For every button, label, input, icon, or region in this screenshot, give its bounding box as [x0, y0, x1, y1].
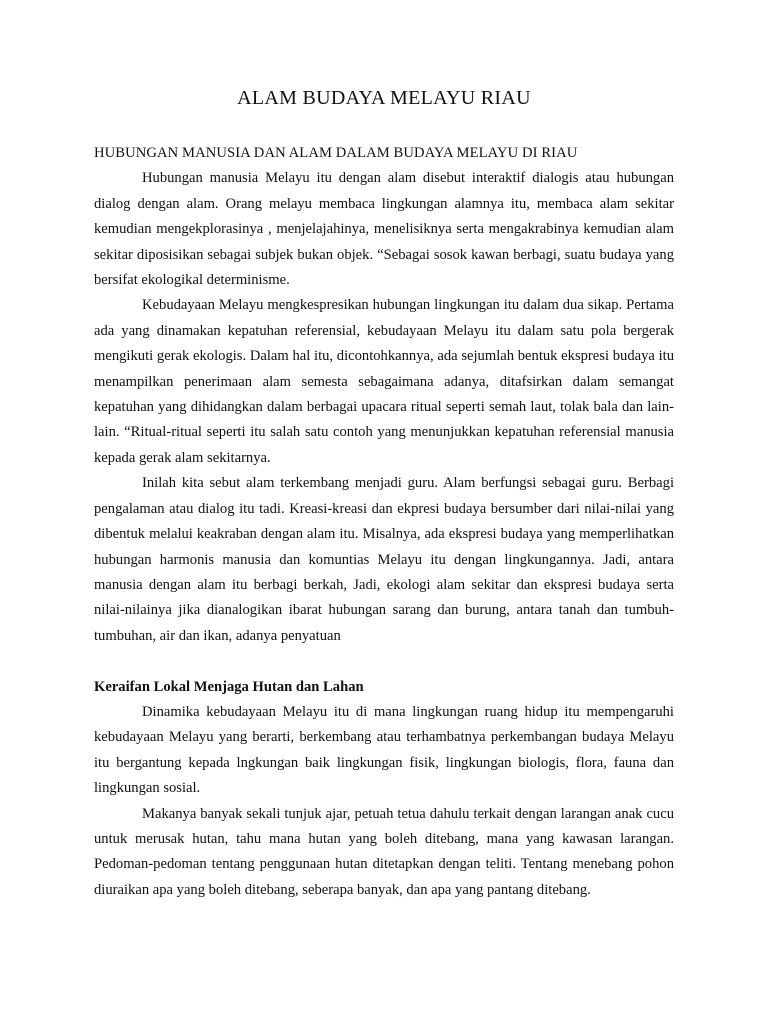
section-heading-kearifan: Keraifan Lokal Menjaga Hutan dan Lahan [94, 678, 364, 695]
document-page [94, 86, 674, 903]
paragraph: Hubungan manusia Melayu itu dengan alam disebut interaktif dialogis atau hubungan dialog dengan alam. Orang melayu membaca lingkungan alamnya itu, membaca alam sekitar kemudian mengekplorasinya , menjelajahinya, menelisiknya serta mengakrabinya kemudian alam sekitar diposisikan sebagai subjek bukan objek. “Sebagai sosok kawan berbagi, suatu budaya yang bersifat ekologikal determinisme. [94, 170, 674, 289]
paragraph: Inilah kita sebut alam terkembang menjadi guru. Alam berfungsi sebagai guru. Berbagi pengalaman atau dialog itu tadi. Kreasi-kreasi dan ekpresi budaya bersumber dari nilai-nilai yang dibentuk melalui keakraban dengan alam itu. Misalnya, ada ekspresi budaya yang memperlihatkan hubungan harmonis manusia dan komuntias Melayu itu dengan lingkungannya. Jadi, antara manusia dengan alam itu berbagi berkah, Jadi, ekologi alam sekitar dan ekspresi budaya serta nilai-nilainya jika dianalogikan ibarat hubungan sarang dan burung, antara tanah dan tumbuh-tumbuhan, air dan ikan, adanya penyatuan [94, 475, 674, 644]
paragraph: Makanya banyak sekali tunjuk ajar, petuah tetua dahulu terkait dengan larangan anak cucu untuk merusak hutan, tahu mana hutan yang boleh ditebang, mana yang kawasan larangan. Pedoman-pedoman tentang penggunaan hutan ditetapkan dengan teliti. Tentang menebang pohon diuraikan apa yang boleh ditebang, seberapa banyak, dan apa yang pantang ditebang. [94, 805, 674, 898]
paragraph: Dinamika kebudayaan Melayu itu di mana lingkungan ruang hidup itu mempengaruhi kebudayaan Melayu yang berarti, berkembang atau terhambatnya perkembangan budaya Melayu itu bergantung kepada lngkungan baik lingkungan fisik, lingkungan biologis, flora, fauna dan lingkungan sosial. [94, 703, 674, 797]
paragraph-spacer [94, 649, 674, 674]
section-heading-hubungan: HUBUNGAN MANUSIA DAN ALAM DALAM BUDAYA MELAYU DI RIAU [94, 145, 578, 161]
document-title: ALAM BUDAYA MELAYU RIAU [237, 87, 531, 109]
paragraph: Kebudayaan Melayu mengkespresikan hubungan lingkungan itu dalam dua sikap. Pertama ada yang dinamakan kepatuhan referensial, kebudayaan Melayu itu dalam satu pola bergerak mengikuti gerak ekologis. Dalam hal itu, dicontohkannya, ada sejumlah bentuk ekspresi budaya itu menampilkan penerimaan alam semesta sebagaimana adanya, ditafsirkan dalam semangat kepatuhan yang dihidangkan dalam berbagai upacara ritual seperti semah laut, tolak bala dan lain-lain. “Ritual-ritual seperti itu salah satu contoh yang menunjukkan kepatuhan referensial manusia kepada gerak alam sekitarnya. [94, 297, 674, 466]
